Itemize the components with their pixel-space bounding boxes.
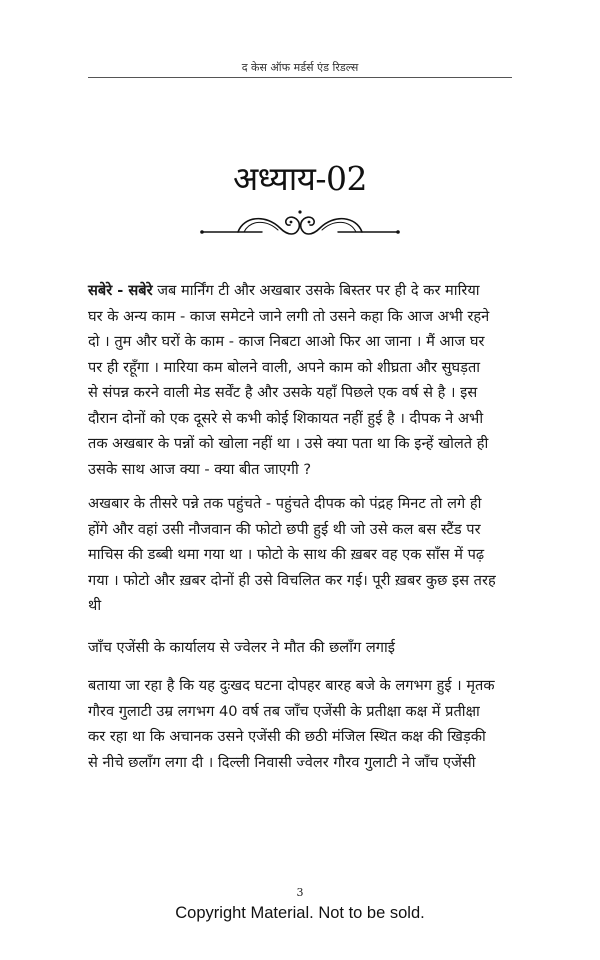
paragraph-line: से संपन्न करने वाली मेड सर्वेंट है और उसके यहाँ पिछले एक वर्ष से है । इस [88, 384, 478, 401]
page-number: 3 [296, 886, 304, 899]
paragraph-line: पर ही रहूँगा । मारिया कम बोलने वाली, अपने काम को शीघ्रता और सुघड़ता [88, 358, 481, 376]
chapter-body [88, 278, 514, 784]
paragraph-line-text: जब मार्निंग टी और अखबार उसके बिस्तर पर ही दे कर मारिया [152, 282, 480, 299]
paragraph-line: गौरव गुलाटी उम्र लगभग 40 वर्ष तब जाँच एजेंसी के प्रतीक्षा कक्ष में प्रतीक्षा [88, 702, 480, 720]
ornament-dot-left [290, 221, 293, 224]
paragraph-2 [88, 491, 514, 619]
news-headline: जाँच एजेंसी के कार्यालय से ज्वेलर ने मौत की छलाँग लगाई [88, 638, 395, 656]
flourish-divider-icon [200, 206, 400, 242]
paragraph-line: कर रहा था कि अचानक उसने एजेंसी की छठी मंजिल स्थित कक्ष की खिड़की [88, 728, 486, 745]
paragraph-1 [88, 278, 514, 482]
ornament-right-swirl-inner [322, 222, 356, 232]
copyright-notice: Copyright Material. Not to be sold. [175, 904, 425, 922]
paragraph-line: थी [88, 597, 102, 614]
running-head-title: द केस ऑफ मर्डर्स एंड रिडल्स [241, 61, 359, 74]
chapter-title: अध्याय-02 [232, 159, 368, 198]
paragraph-line: गया । फोटो और ख़बर दोनों ही उसे विचलित कर गई। पूरी ख़बर कुछ इस तरह [88, 571, 496, 589]
paragraph-line: घर के अन्य काम - काज समेटने जाने लगी तो उसने कहा कि आज अभी रहने [88, 307, 490, 325]
paragraph-line: तक अखबार के पन्नों को खोला नहीं था । उसे क्या पता था कि इन्हें खोलते ही [88, 435, 489, 452]
news-paragraph [88, 673, 514, 775]
paragraph-line: बताया जा रहा है कि यह दुःखद घटना दोपहर बारह बजे के लगभग हुई । मृतक [88, 677, 495, 694]
ornament-dot-center [298, 210, 301, 213]
paragraph-line: दौरान दोनों को एक दूसरे से कभी कोई शिकायत नहीं हुई है । दीपक ने अभी [88, 409, 484, 427]
paragraph-lead-bold: सबेरे - सबेरे [88, 282, 153, 299]
paragraph-line: होंगे और वहां उसी नौजवान की फोटो छपी हुई थी जो उसे कल बस स्टैंड पर [88, 520, 481, 538]
header-rule [88, 77, 512, 78]
paragraph-line [88, 278, 514, 304]
ornament-left-swirl-inner [244, 222, 278, 232]
paragraph-line: उसके साथ आज क्या - क्या बीत जाएगी ? [88, 460, 312, 478]
paragraph-line: से नीचे छलाँग लगा दी । दिल्ली निवासी ज्वेलर गौरव गुलाटी ने जाँच एजेंसी [88, 753, 476, 771]
paragraph-line: माचिस की डब्बी थमा गया था । फोटो के साथ की ख़बर वह एक साँस में पढ़ [88, 546, 485, 563]
ornament-dot-right [308, 221, 311, 224]
ornament-dot-right-end [396, 230, 400, 234]
ornament-dot-left-end [200, 230, 204, 234]
paragraph-line: दो । तुम और घरों के काम - काज निबटा आओ फिर आ जाना । मैं आज घर [88, 333, 485, 350]
paragraph-line: अखबार के तीसरे पन्ने तक पहुंचते - पहुंचते दीपक को पंद्रह मिनट तो लगे ही [88, 495, 482, 512]
